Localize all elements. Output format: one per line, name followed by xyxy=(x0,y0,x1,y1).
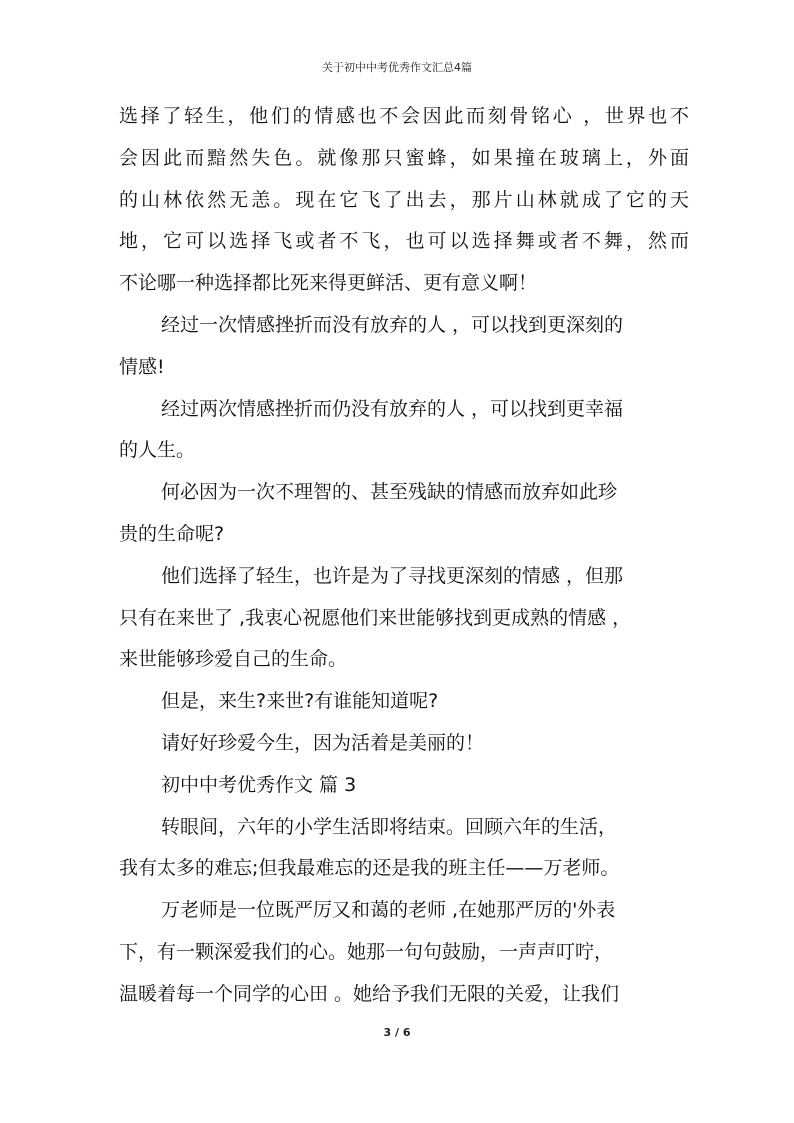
text-line: 温暖着每一个同学的心田 。她给予我们无限的关爱，让我们 xyxy=(119,982,620,1005)
paragraph-start-line: 经过一次情感挫折而没有放弃的人 ，可以找到更深刻的 xyxy=(161,313,624,336)
text-line: 只有在来世了 ,我衷心祝愿他们来世能够找到更成熟的情感 ， xyxy=(119,606,632,629)
text-line: 我有太多的难忘;但我最难忘的还是我的班主任——万老师。 xyxy=(119,857,620,880)
text-line: 选择了轻生，他们的情感也不会因此而刻骨铭心 ，世界也不 xyxy=(119,105,689,127)
paragraph-start-line: 请好好珍爱今生，因为活着是美丽的！ xyxy=(161,731,485,754)
page-header-title: 关于初中中考优秀作文汇总4篇 xyxy=(322,61,472,74)
paragraph-start-line: 他们选择了轻生，也许是为了寻找更深刻的情感 ，但那 xyxy=(161,564,624,587)
paragraph-start-line: 但是，来生?来世?有谁能知道呢? xyxy=(161,690,439,713)
text-line: 贵的生命呢? xyxy=(119,522,225,545)
text-line: 的山林依然无恙。现在它飞了出去，那片山林就成了它的天 xyxy=(119,188,689,211)
text-line: 来世能够珍爱自己的生命。 xyxy=(119,648,348,671)
text-line: 的人生。 xyxy=(119,439,196,462)
document-body xyxy=(119,96,689,1016)
text-line: 地，它可以选择飞或者不飞，也可以选择舞或者不舞，然而 xyxy=(119,230,689,253)
paragraph-start-line: 万老师是一位既严厉又和蔼的老师 ,在她那严厉的'外表 xyxy=(161,899,616,922)
text-line: 会因此而黯然失色。就像那只蜜蜂，如果撞在玻璃上，外面 xyxy=(119,146,689,169)
page-number: 3 / 6 xyxy=(383,1026,411,1039)
paragraph-start-line: 经过两次情感挫折而仍没有放弃的人 ，可以找到更幸福 xyxy=(161,397,624,420)
section-heading: 初中中考优秀作文 篇 3 xyxy=(161,773,357,796)
text-line: 不论哪一种选择都比死来得更鲜活、更有意义啊！ xyxy=(119,272,538,295)
text-line: 情感! xyxy=(119,355,165,378)
paragraph-start-line: 何必因为一次不理智的、甚至残缺的情感而放弃如此珍 xyxy=(161,481,618,504)
paragraph-start-line: 转眼间，六年的小学生活即将结束。回顾六年的生活， xyxy=(161,815,618,838)
text-line: 下，有一颗深爱我们的心。她那一句句鼓励，一声声叮咛， xyxy=(119,940,614,963)
